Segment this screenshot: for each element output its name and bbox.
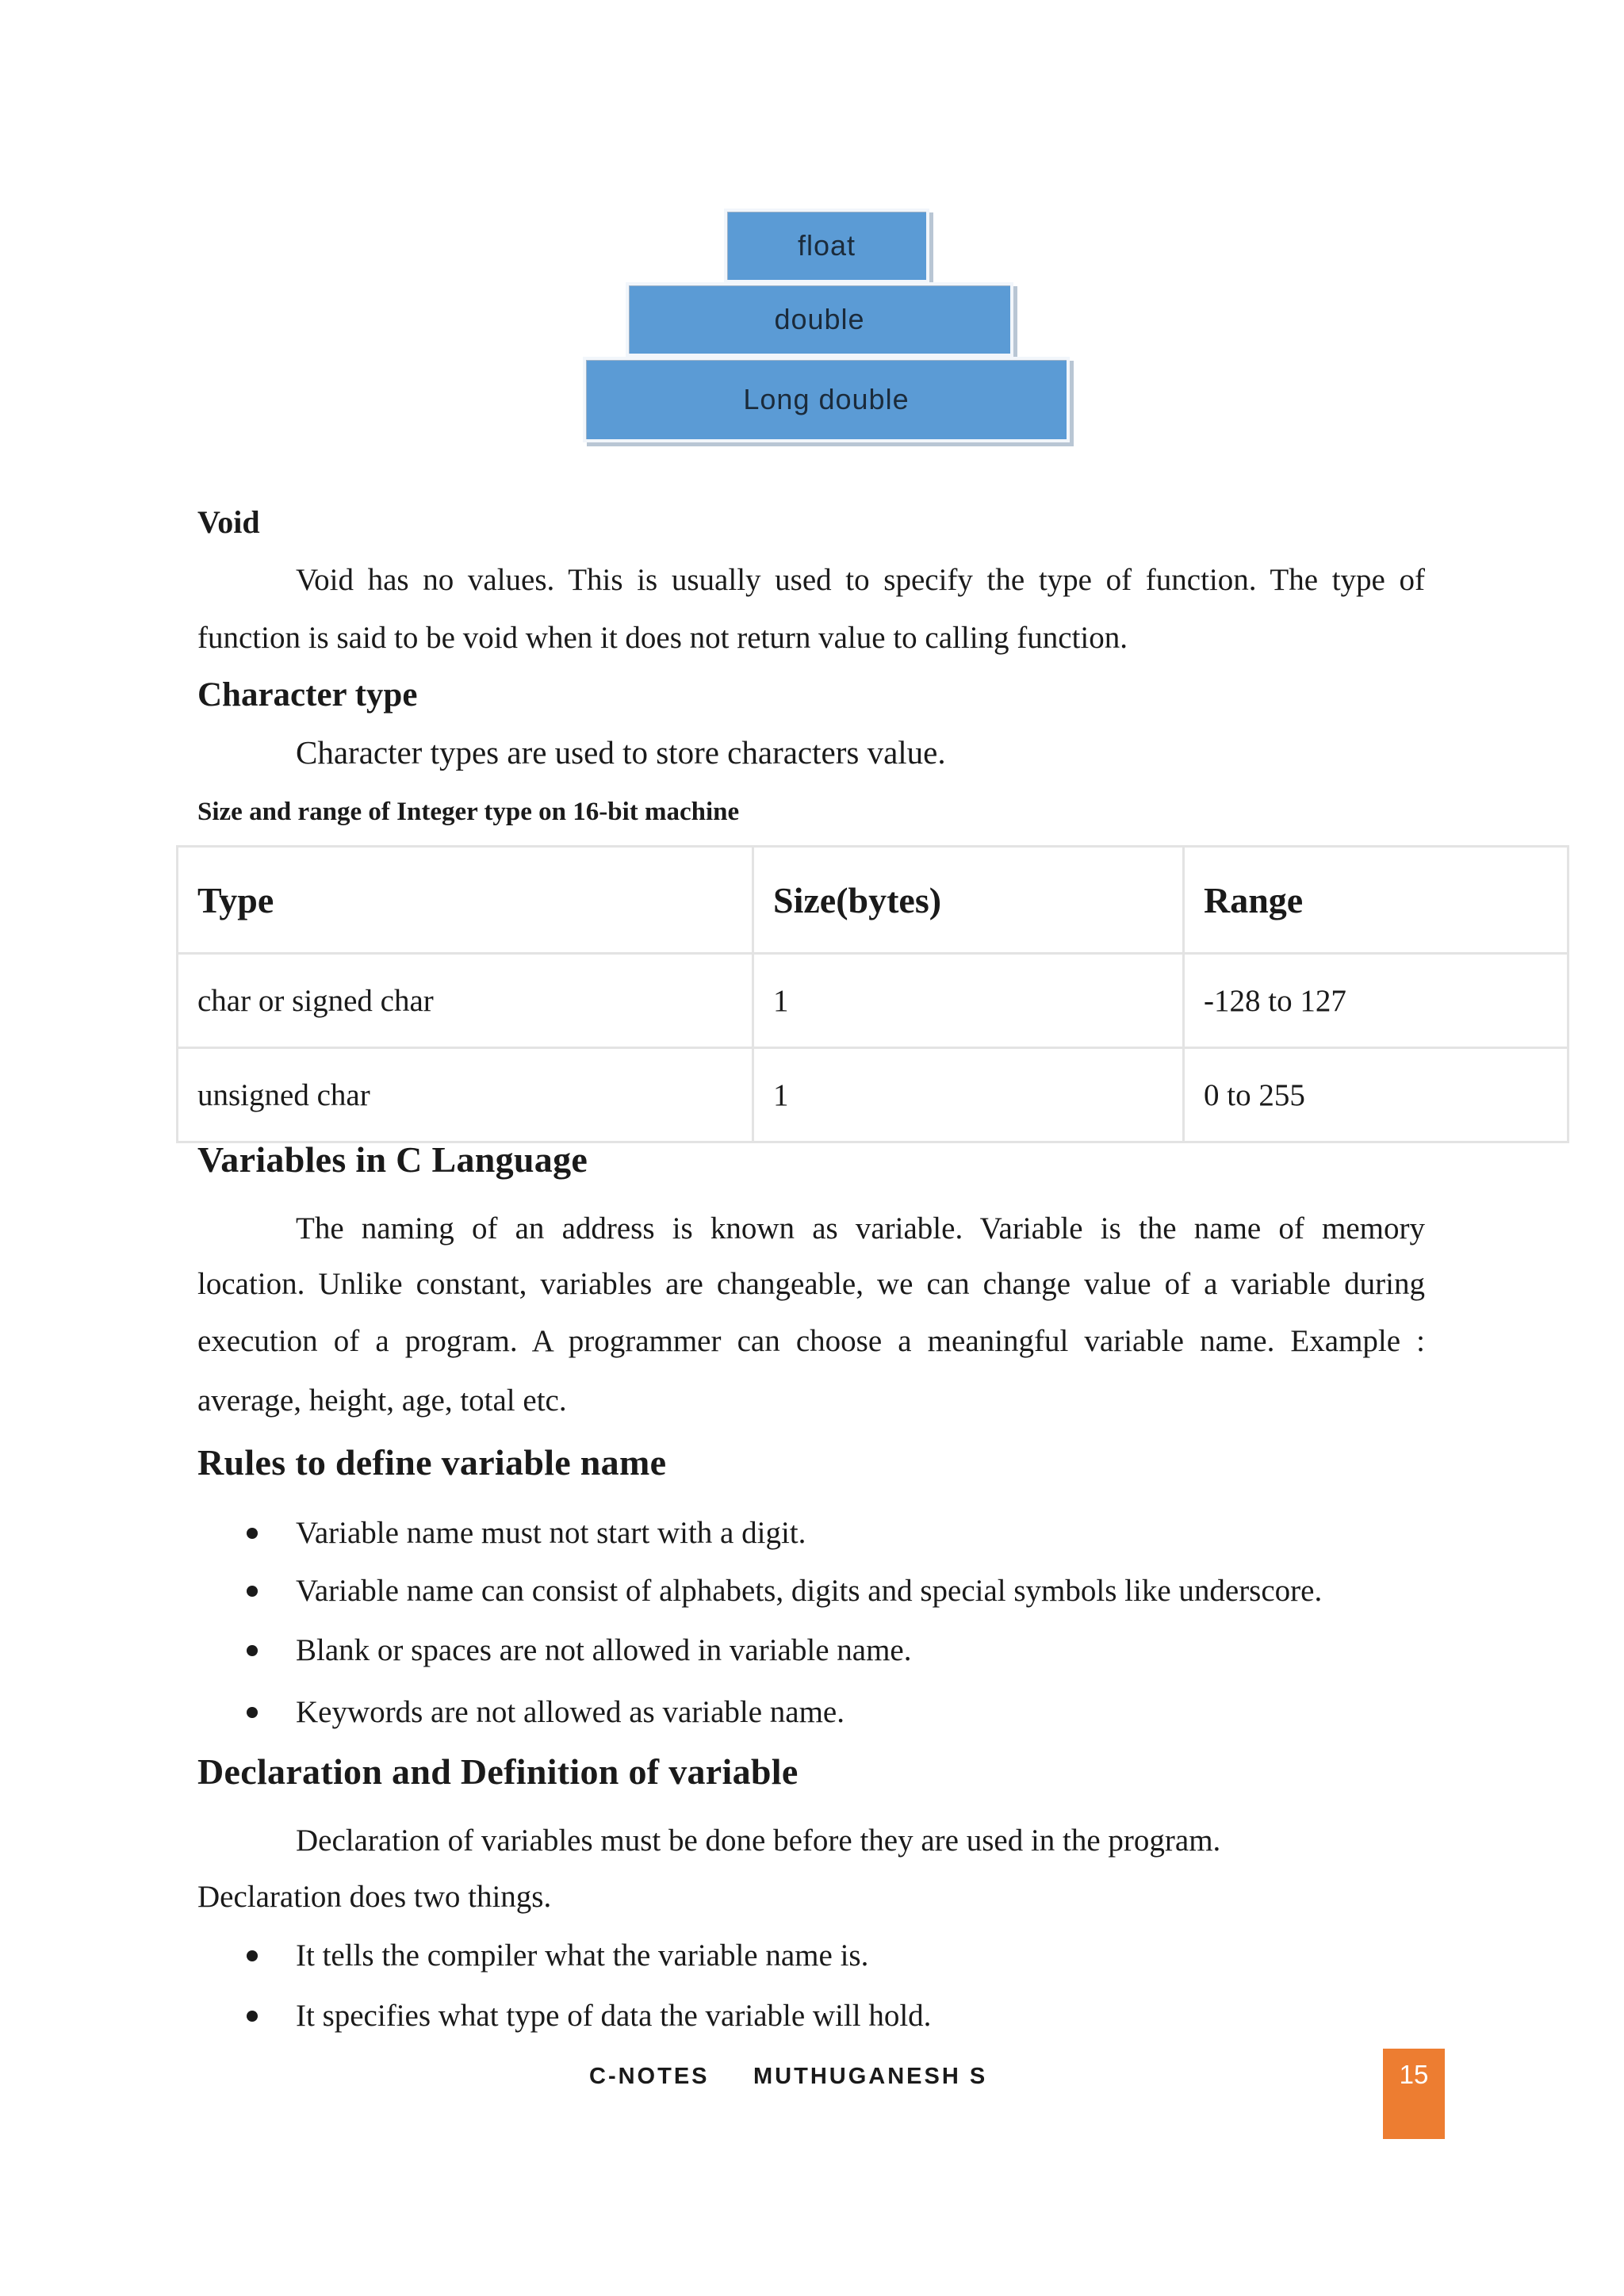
declaration-item-text: It specifies what type of data the variable will hold.: [296, 1999, 932, 2033]
pyramid-double-label: double: [774, 303, 865, 335]
pyramid-long-double-label: Long double: [743, 383, 910, 415]
pyramid-float-box: [724, 209, 929, 283]
variables-heading: Variables in C Language: [197, 1139, 588, 1180]
footer-author: MUTHUGANESH S: [753, 2064, 988, 2089]
declaration-line-2: Declaration does two things.: [197, 1880, 552, 1914]
rule-text: Blank or spaces are not allowed in variable name.: [296, 1633, 912, 1667]
declaration-heading: Declaration and Definition of variable: [197, 1751, 799, 1792]
declaration-line-1: Declaration of variables must be done before they are used in the program.: [296, 1823, 1221, 1858]
list-item: [197, 1681, 1466, 1744]
rules-list: [197, 1505, 1466, 1744]
void-paragraph-line-1: Void has no values. This is usually used to specify the type of function. The type of: [296, 563, 1425, 597]
rule-text: Variable name must not start with a digit.: [296, 1516, 806, 1550]
bullet-icon: [247, 1707, 258, 1718]
declaration-item-text: It tells the compiler what the variable name is.: [296, 1938, 869, 1973]
pyramid-float-label: float: [797, 229, 856, 262]
bullet-icon: [247, 1528, 258, 1539]
table-row: [178, 954, 1568, 1048]
bullet-icon: [247, 1586, 258, 1597]
variables-line-1: The naming of an address is known as variable. Variable is the name of memory: [296, 1211, 1425, 1246]
list-item: [197, 1926, 1466, 1986]
table-cell-range: -128 to 127: [1184, 954, 1568, 1048]
table-header-type: Type: [178, 847, 753, 954]
variables-line-2: location. Unlike constant, variables are changeable, we can change value of a variable during: [197, 1267, 1425, 1301]
table-caption: Size and range of Integer type on 16-bit machine: [197, 798, 740, 826]
page-number-badge: [1383, 2049, 1445, 2139]
rule-text: Keywords are not allowed as variable name.: [296, 1695, 845, 1729]
bullet-icon: [247, 1645, 258, 1656]
character-type-text: Character types are used to store characters value.: [296, 734, 946, 771]
character-type-heading: Character type: [197, 676, 418, 714]
list-item: [197, 1621, 1466, 1681]
table-header-size: Size(bytes): [753, 847, 1184, 954]
rules-heading: Rules to define variable name: [197, 1442, 667, 1483]
integer-size-table: [176, 845, 1569, 1143]
table-row: [178, 1048, 1568, 1142]
table-cell-size: 1: [753, 954, 1184, 1048]
bullet-icon: [247, 1950, 258, 1961]
table-cell-range: 0 to 255: [1184, 1048, 1568, 1142]
pyramid-double-box: [626, 282, 1013, 357]
table-cell-type: unsigned char: [178, 1048, 753, 1142]
table-header-range: Range: [1184, 847, 1568, 954]
void-paragraph-line-2: function is said to be void when it does not return value to calling function.: [197, 621, 1128, 655]
list-item: [197, 1505, 1466, 1562]
list-item: [197, 1986, 1466, 2046]
page-number: 15: [1399, 2060, 1429, 2089]
bullet-icon: [247, 2011, 258, 2022]
void-heading: Void: [197, 504, 260, 540]
list-item: [197, 1562, 1466, 1621]
table-cell-size: 1: [753, 1048, 1184, 1142]
variables-line-3: execution of a program. A programmer can choose a meaningful variable name. Example :: [197, 1324, 1425, 1358]
table-cell-type: char or signed char: [178, 954, 753, 1048]
rule-text: Variable name can consist of alphabets, digits and special symbols like underscore.: [296, 1574, 1323, 1608]
variables-line-4: average, height, age, total etc.: [197, 1383, 567, 1418]
table-header-row: [178, 847, 1568, 954]
pyramid-long-double-box: [583, 357, 1070, 442]
footer-title: C-NOTES: [589, 2064, 710, 2089]
declaration-list: [197, 1926, 1466, 2046]
